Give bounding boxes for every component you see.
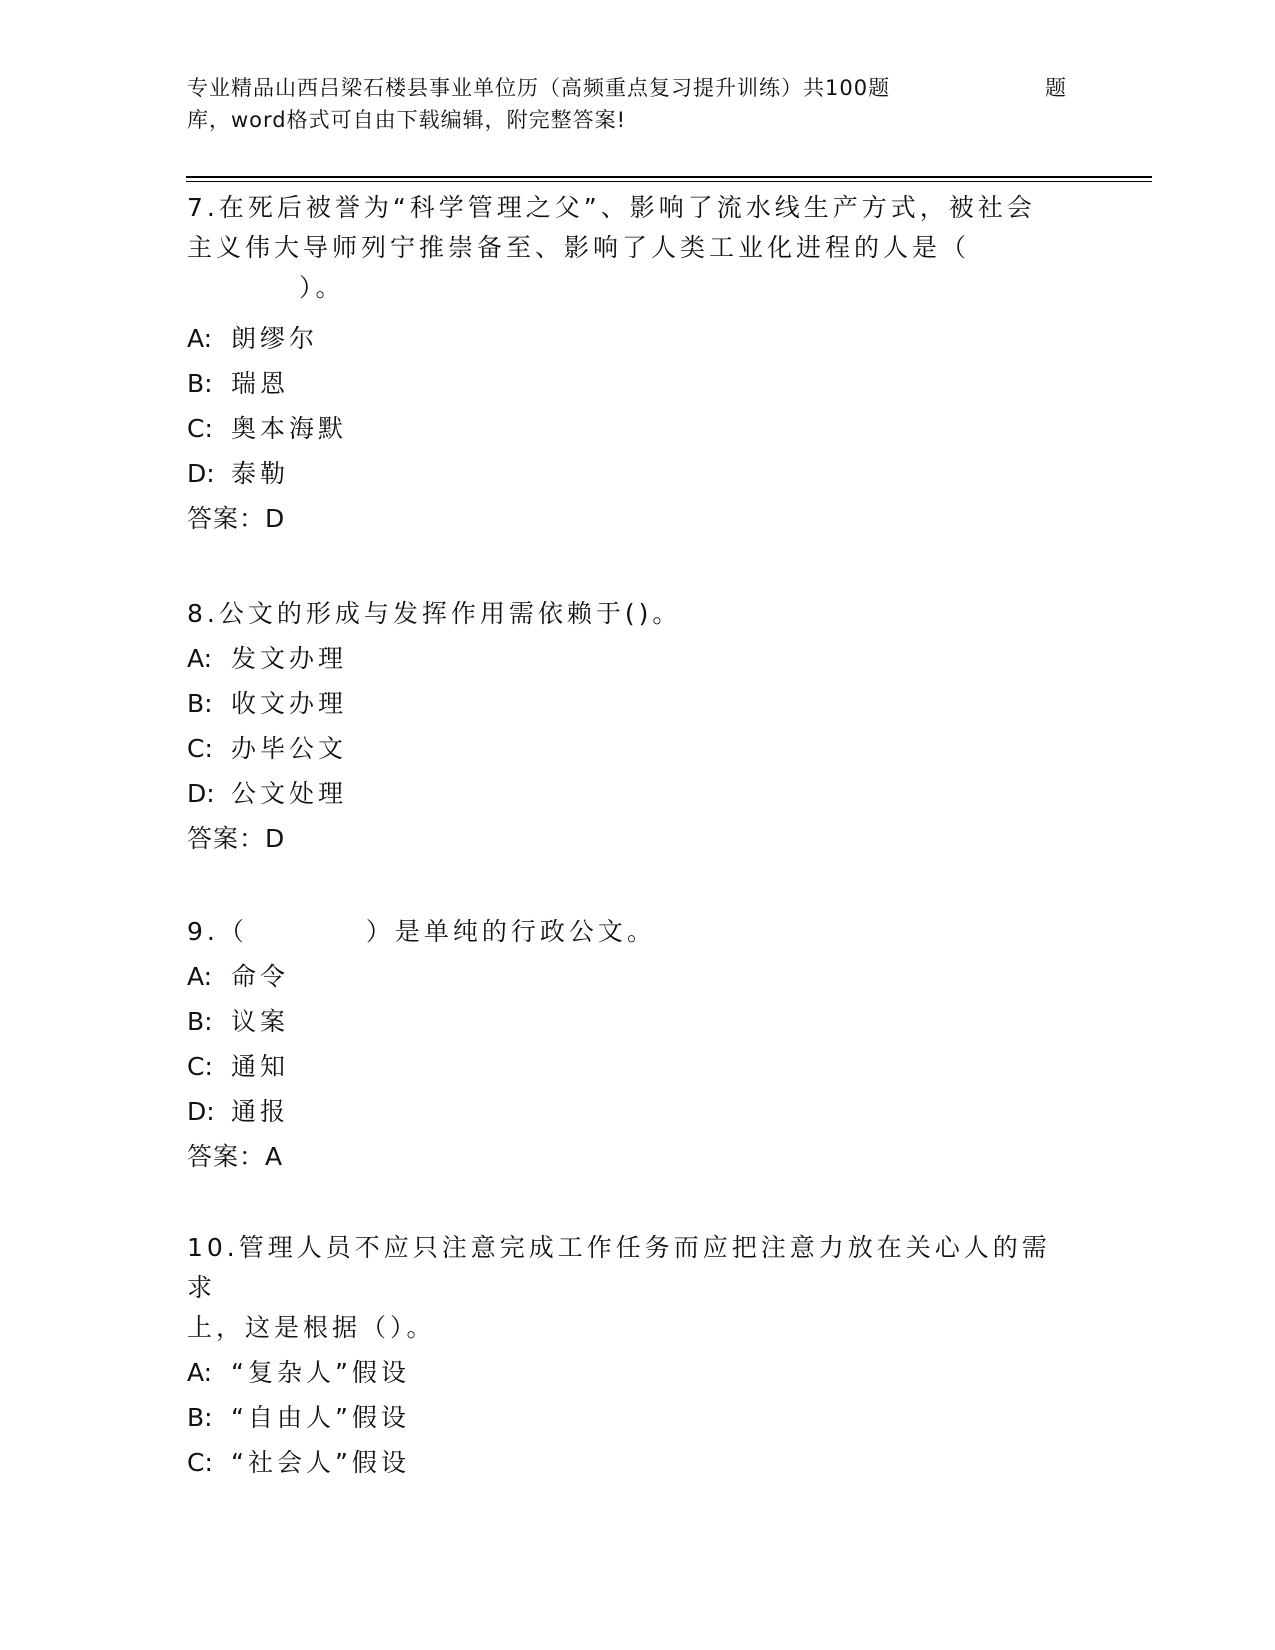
question-stem-line: ）。 — [299, 273, 345, 302]
option-letter: C: — [187, 734, 213, 763]
question-stem-line: 8.公文的形成与发挥作用需依赖于()。 — [187, 599, 682, 628]
option-b — [187, 361, 1067, 406]
option-letter: D: — [187, 459, 215, 488]
option-text: 命令 — [231, 962, 290, 991]
answer-line: 答案：D — [187, 824, 286, 853]
option-letter: A: — [187, 644, 213, 673]
option-a — [187, 316, 1067, 361]
option-letter: B: — [187, 369, 213, 398]
option-text: 通报 — [231, 1097, 290, 1126]
option-a — [187, 636, 1067, 681]
option-c — [187, 1440, 1067, 1485]
option-a — [187, 1350, 1067, 1395]
option-b — [187, 1395, 1067, 1440]
answer-line: 答案：A — [187, 1142, 284, 1171]
option-text: 通知 — [231, 1052, 290, 1081]
question-stem-line: 10.管理人员不应只注意完成工作任务而应把注意力放在关心人的需求 — [187, 1233, 1051, 1302]
header-title-tail: 题 — [1045, 76, 1067, 100]
question-7 — [187, 188, 1067, 541]
option-letter: D: — [187, 779, 215, 808]
option-text: 收文办理 — [231, 689, 348, 718]
option-text: 公文处理 — [231, 779, 348, 808]
option-letter: A: — [187, 962, 213, 991]
option-b — [187, 681, 1067, 726]
question-stem — [187, 594, 1067, 634]
question-stem — [187, 912, 1067, 952]
option-letter: A: — [187, 1358, 213, 1387]
option-text: “社会人”假设 — [231, 1448, 410, 1477]
answer-line: 答案：D — [187, 504, 286, 533]
question-9 — [187, 912, 1067, 1179]
option-letter: C: — [187, 414, 213, 443]
question-8 — [187, 594, 1067, 861]
option-text: 泰勒 — [231, 459, 290, 488]
option-letter: B: — [187, 1007, 213, 1036]
option-d — [187, 451, 1067, 496]
question-stem-line: 7.在死后被誉为“科学管理之父”、影响了流水线生产方式，被社会 — [187, 193, 1036, 222]
option-c — [187, 1044, 1067, 1089]
header-divider-thick — [186, 176, 1152, 178]
option-text: “复杂人”假设 — [231, 1358, 410, 1387]
option-d — [187, 771, 1067, 816]
header-divider-thin — [186, 181, 1152, 182]
header-title: 专业精品山西吕梁石楼县事业单位历（高频重点复习提升训练）共100题 — [187, 76, 891, 100]
option-c — [187, 726, 1067, 771]
option-b — [187, 999, 1067, 1044]
header-line-1 — [187, 72, 1067, 104]
header-line-2: 库，word格式可自由下载编辑，附完整答案! — [187, 108, 627, 132]
question-stem — [187, 1228, 1067, 1348]
option-c — [187, 406, 1067, 451]
option-text: 发文办理 — [231, 644, 348, 673]
option-text: 瑞恩 — [231, 369, 290, 398]
question-stem-line: 主义伟大导师列宁推崇备至、影响了人类工业化进程的人是（ — [187, 233, 971, 262]
question-stem-suffix: ）是单纯的行政公文。 — [365, 917, 656, 946]
option-letter: D: — [187, 1097, 215, 1126]
option-text: 议案 — [231, 1007, 290, 1036]
document-header — [187, 72, 1067, 136]
option-text: “自由人”假设 — [231, 1403, 410, 1432]
option-text: 办毕公文 — [231, 734, 348, 763]
option-letter: A: — [187, 324, 213, 353]
question-10 — [187, 1228, 1067, 1485]
option-a — [187, 954, 1067, 999]
option-text: 奥本海默 — [231, 414, 348, 443]
question-stem-line: 上，这是根据（）。 — [187, 1313, 436, 1342]
option-letter: C: — [187, 1052, 213, 1081]
option-letter: B: — [187, 1403, 213, 1432]
option-d — [187, 1089, 1067, 1134]
question-stem — [187, 188, 1067, 308]
option-text: 朗缪尔 — [231, 324, 319, 353]
option-letter: B: — [187, 689, 213, 718]
option-letter: C: — [187, 1448, 213, 1477]
question-stem-prefix: 9.（ — [187, 917, 248, 946]
